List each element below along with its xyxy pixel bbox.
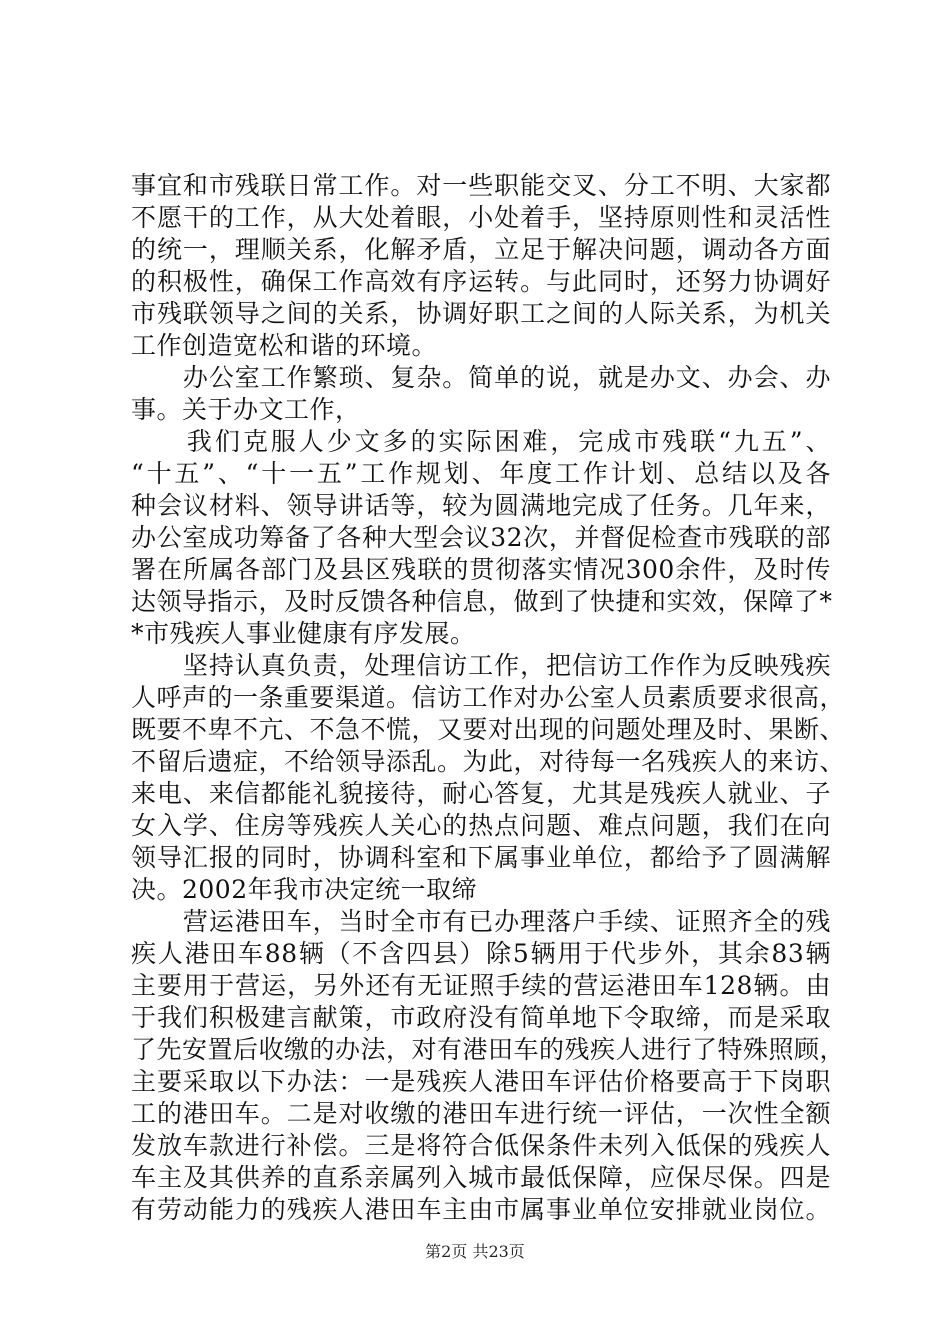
text-line: 事宜和市残联日常工作。对一些职能交叉、分工不明、大家都 [131,171,831,200]
text-line: 女入学、住房等残疾人关心的热点问题、难点问题，我们在向 [131,811,831,840]
text-line: 不愿干的工作，从大处着眼，小处着手，坚持原则性和灵活性 [131,203,831,232]
text-line: 领导汇报的同时，协调科室和下属事业单位，都给予了圆满解 [131,843,831,872]
text-line: 办公室工作繁琐、复杂。简单的说，就是办文、办会、办 [131,363,831,392]
text-line: 人呼声的一条重要渠道。信访工作对办公室人员素质要求很高， [131,683,846,712]
text-line: 达领导指示，及时反馈各种信息，做到了快捷和实效，保障了* [131,587,833,616]
text-line: 有劳动能力的残疾人港田车主由市属事业单位安排就业岗位。 [131,1195,831,1224]
text-line: 既要不卑不亢、不急不慌，又要对出现的问题处理及时、果断、 [131,715,846,744]
text-line: 工作创造宽松和谐的环境。 [131,331,438,360]
text-line: 种会议材料、领导讲话等，较为圆满地完成了任务。几年来， [131,491,831,520]
text-line: 不留后遗症，不给领导添乱。为此，对待每一名残疾人的来访、 [131,747,846,776]
text-line: 来电、来信都能礼貌接待，耐心答复，尤其是残疾人就业、子 [131,779,831,808]
text-line: 署在所属各部门及县区残联的贯彻落实情况300余件，及时传 [131,555,831,584]
text-line: 主要采取以下办法：一是残疾人港田车评估价格要高于下岗职 [131,1067,831,1096]
text-line: 的积极性，确保工作高效有序运转。与此同时，还努力协调好 [131,267,831,296]
text-line: 市残联领导之间的关系，协调好职工之间的人际关系，为机关 [131,299,831,328]
text-line: 的统一，理顺关系，化解矛盾，立足于解决问题，调动各方面 [131,235,831,264]
text-line: 于我们积极建言献策，市政府没有简单地下令取缔，而是采取 [131,1003,831,1032]
text-line: 营运港田车，当时全市有已办理落户手续、证照齐全的残 [131,907,831,936]
text-line: 了先安置后收缴的办法，对有港田车的残疾人进行了特殊照顾， [131,1035,846,1064]
text-line: 决。2002年我市决定统一取缔 [131,875,478,904]
text-line: 办公室成功筹备了各种大型会议32次，并督促检查市残联的部 [131,523,831,552]
text-line: “十五”、“十一五”工作规划、年度工作计划、总结以及各 [131,459,831,488]
text-line: 我们克服人少文多的实际困难，完成市残联“九五”、 [131,427,831,456]
text-line: 发放车款进行补偿。三是将符合低保条件未列入低保的残疾人 [131,1131,831,1160]
page-number-footer: 第2页 共23页 [425,1242,525,1261]
document-body [131,170,846,1226]
text-line: 车主及其供养的直系亲属列入城市最低保障，应保尽保。四是 [131,1163,831,1192]
text-line: *市残疾人事业健康有序发展。 [131,619,476,648]
text-line: 主要用于营运，另外还有无证照手续的营运港田车128辆。由 [131,971,831,1000]
text-line: 疾人港田车88辆（不含四县）除5辆用于代步外，其余83辆 [131,939,831,968]
text-line: 坚持认真负责，处理信访工作，把信访工作作为反映残疾 [131,651,831,680]
text-line: 事。关于办文工作， [131,395,361,424]
text-line: 工的港田车。二是对收缴的港田车进行统一评估，一次性全额 [131,1099,831,1128]
